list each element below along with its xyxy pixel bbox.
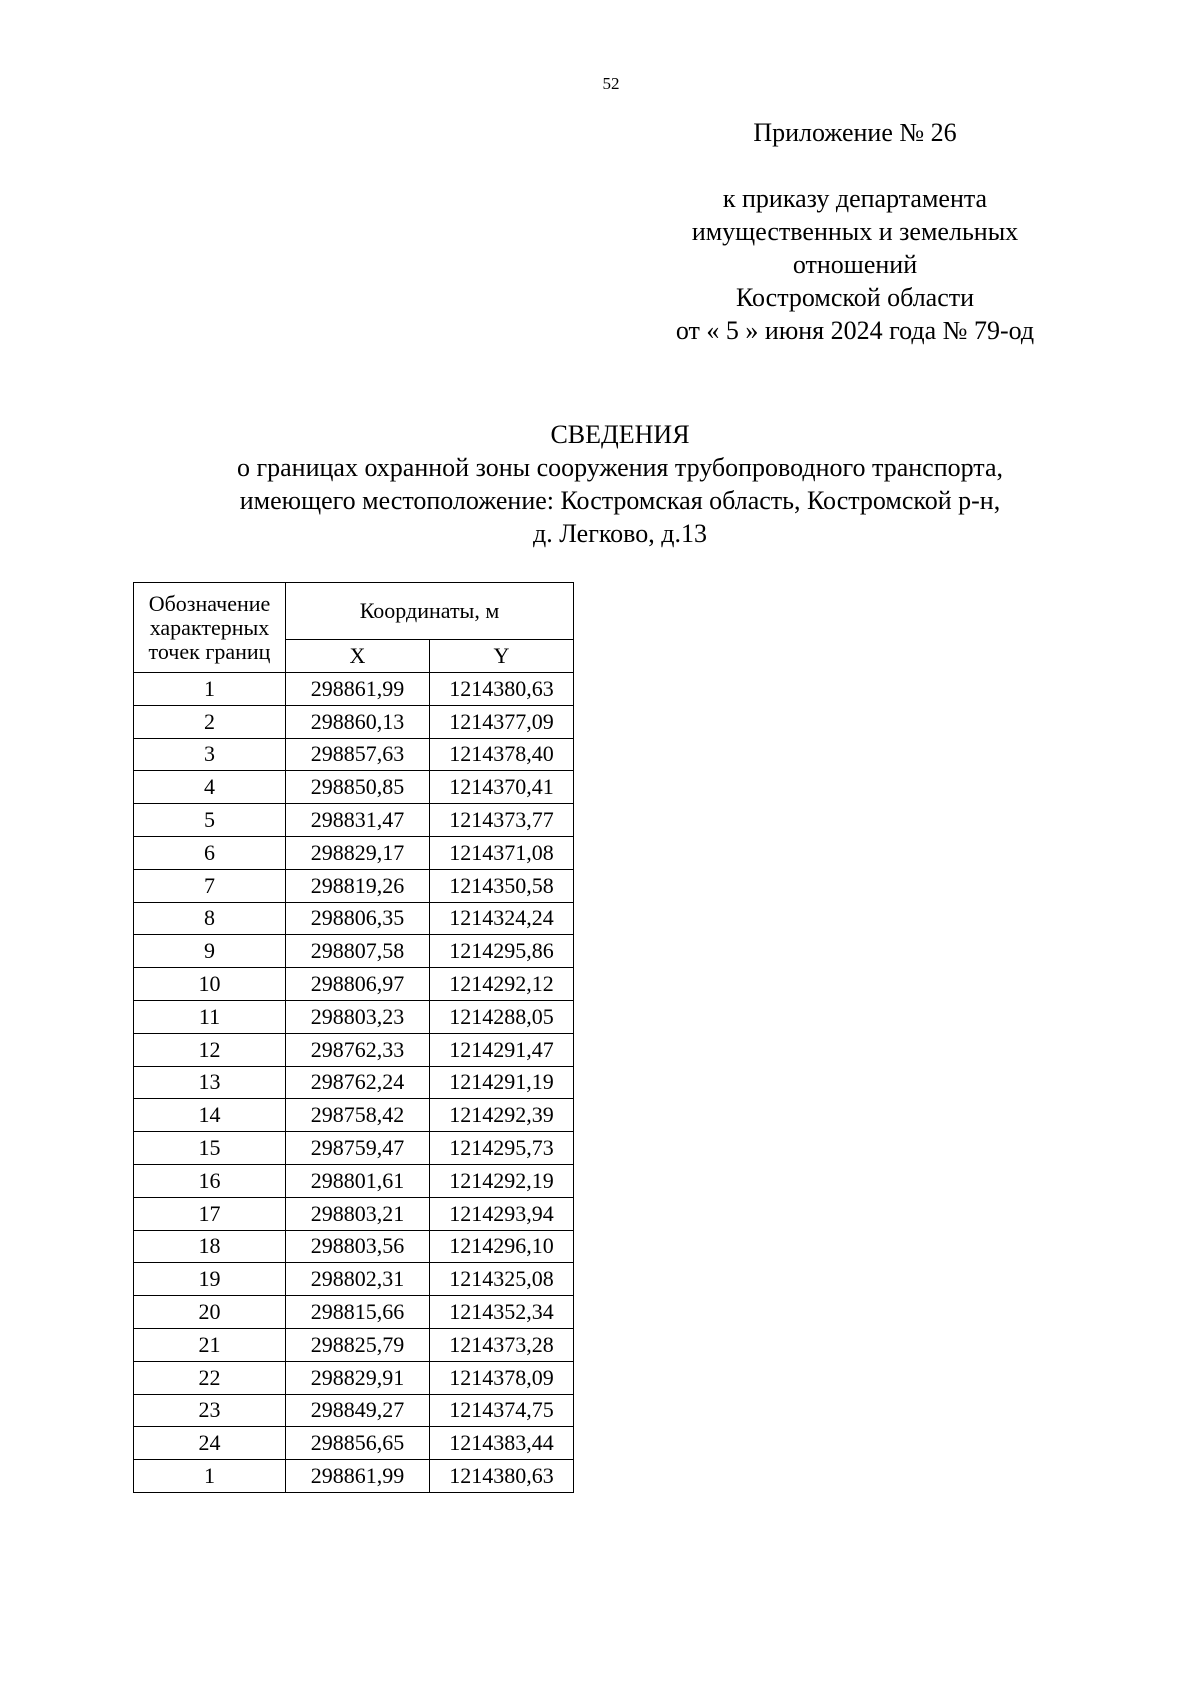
point-number-cell: 8 [134, 902, 286, 935]
table-row [134, 1132, 574, 1165]
table-row [134, 1066, 574, 1099]
table-row [134, 705, 574, 738]
header-y: Y [430, 639, 574, 672]
y-coordinate-cell: 1214377,09 [430, 705, 574, 738]
point-number-cell: 17 [134, 1197, 286, 1230]
table-row [134, 968, 574, 1001]
y-coordinate-cell: 1214293,94 [430, 1197, 574, 1230]
point-number-cell: 3 [134, 738, 286, 771]
table-row [134, 804, 574, 837]
y-coordinate-cell: 1214324,24 [430, 902, 574, 935]
x-coordinate-cell: 298803,23 [286, 1000, 430, 1033]
point-number-cell: 2 [134, 705, 286, 738]
point-number-cell: 19 [134, 1263, 286, 1296]
x-coordinate-cell: 298829,91 [286, 1361, 430, 1394]
point-number-cell: 24 [134, 1427, 286, 1460]
x-coordinate-cell: 298806,35 [286, 902, 430, 935]
table-row [134, 1361, 574, 1394]
point-number-cell: 14 [134, 1099, 286, 1132]
x-coordinate-cell: 298829,17 [286, 836, 430, 869]
header-point-designation [134, 583, 286, 673]
table-row [134, 836, 574, 869]
y-coordinate-cell: 1214295,73 [430, 1132, 574, 1165]
x-coordinate-cell: 298758,42 [286, 1099, 430, 1132]
y-coordinate-cell: 1214296,10 [430, 1230, 574, 1263]
x-coordinate-cell: 298819,26 [286, 869, 430, 902]
table-row [134, 738, 574, 771]
point-number-cell: 21 [134, 1328, 286, 1361]
x-coordinate-cell: 298807,58 [286, 935, 430, 968]
x-coordinate-cell: 298801,61 [286, 1164, 430, 1197]
table-row [134, 771, 574, 804]
header-coordinates: Координаты, м [286, 583, 574, 640]
table-row [134, 1033, 574, 1066]
x-coordinate-cell: 298825,79 [286, 1328, 430, 1361]
x-coordinate-cell: 298815,66 [286, 1296, 430, 1329]
y-coordinate-cell: 1214350,58 [430, 869, 574, 902]
table-row [134, 1099, 574, 1132]
header-point-line: точек границ [148, 638, 271, 664]
y-coordinate-cell: 1214378,09 [430, 1361, 574, 1394]
heading-line: д. Легково, д.13 [532, 519, 708, 548]
x-coordinate-cell: 298857,63 [286, 738, 430, 771]
point-number-cell: 6 [134, 836, 286, 869]
y-coordinate-cell: 1214295,86 [430, 935, 574, 968]
heading-title: СВЕДЕНИЯ [550, 420, 690, 449]
x-coordinate-cell: 298861,99 [286, 673, 430, 706]
point-number-cell: 1 [134, 673, 286, 706]
y-coordinate-cell: 1214288,05 [430, 1000, 574, 1033]
point-number-cell: 23 [134, 1394, 286, 1427]
y-coordinate-cell: 1214292,12 [430, 968, 574, 1001]
table-row [134, 1427, 574, 1460]
point-number-cell: 22 [134, 1361, 286, 1394]
x-coordinate-cell: 298806,97 [286, 968, 430, 1001]
table-row [134, 1328, 574, 1361]
y-coordinate-cell: 1214383,44 [430, 1427, 574, 1460]
point-number-cell: 9 [134, 935, 286, 968]
x-coordinate-cell: 298860,13 [286, 705, 430, 738]
point-number-cell: 13 [134, 1066, 286, 1099]
table-row [134, 1164, 574, 1197]
appendix-order-date: от « 5 » июня 2024 года № 79-од [675, 316, 1035, 345]
point-number-cell: 1 [134, 1460, 286, 1493]
table-row [134, 1394, 574, 1427]
header-point-line: характерных [149, 614, 270, 640]
heading-line: о границах охранной зоны сооружения трубопроводного транспорта, [236, 453, 1004, 482]
x-coordinate-cell: 298762,33 [286, 1033, 430, 1066]
point-number-cell: 11 [134, 1000, 286, 1033]
heading-line: имеющего местоположение: Костромская область, Костромской р-н, [239, 486, 1001, 515]
table-row [134, 1000, 574, 1033]
y-coordinate-cell: 1214380,63 [430, 1460, 574, 1493]
y-coordinate-cell: 1214292,19 [430, 1164, 574, 1197]
y-coordinate-cell: 1214373,77 [430, 804, 574, 837]
appendix-line: отношений [792, 250, 918, 279]
y-coordinate-cell: 1214374,75 [430, 1394, 574, 1427]
point-number-cell: 18 [134, 1230, 286, 1263]
appendix-line: Костромской области [735, 283, 975, 312]
y-coordinate-cell: 1214371,08 [430, 836, 574, 869]
point-number-cell: 20 [134, 1296, 286, 1329]
document-heading [140, 418, 1100, 550]
y-coordinate-cell: 1214373,28 [430, 1328, 574, 1361]
appendix-title: Приложение № 26 [753, 118, 957, 147]
table-row [134, 869, 574, 902]
y-coordinate-cell: 1214352,34 [430, 1296, 574, 1329]
y-coordinate-cell: 1214292,39 [430, 1099, 574, 1132]
x-coordinate-cell: 298831,47 [286, 804, 430, 837]
x-coordinate-cell: 298856,65 [286, 1427, 430, 1460]
point-number-cell: 15 [134, 1132, 286, 1165]
table-row [134, 935, 574, 968]
y-coordinate-cell: 1214325,08 [430, 1263, 574, 1296]
point-number-cell: 10 [134, 968, 286, 1001]
table-row [134, 1263, 574, 1296]
table-row [134, 902, 574, 935]
appendix-block [660, 116, 1050, 347]
x-coordinate-cell: 298762,24 [286, 1066, 430, 1099]
x-coordinate-cell: 298803,21 [286, 1197, 430, 1230]
point-number-cell: 16 [134, 1164, 286, 1197]
header-point-line: Обозначение [148, 590, 271, 616]
table-row [134, 673, 574, 706]
y-coordinate-cell: 1214291,47 [430, 1033, 574, 1066]
x-coordinate-cell: 298759,47 [286, 1132, 430, 1165]
y-coordinate-cell: 1214380,63 [430, 673, 574, 706]
point-number-cell: 7 [134, 869, 286, 902]
coordinates-table [133, 582, 574, 1493]
x-coordinate-cell: 298861,99 [286, 1460, 430, 1493]
table-row [134, 1197, 574, 1230]
point-number-cell: 12 [134, 1033, 286, 1066]
y-coordinate-cell: 1214370,41 [430, 771, 574, 804]
x-coordinate-cell: 298850,85 [286, 771, 430, 804]
table-row [134, 1460, 574, 1493]
table-row [134, 1230, 574, 1263]
appendix-line: имущественных и земельных [691, 217, 1019, 246]
header-x: X [286, 639, 430, 672]
x-coordinate-cell: 298802,31 [286, 1263, 430, 1296]
appendix-line: к приказу департамента [722, 184, 988, 213]
x-coordinate-cell: 298803,56 [286, 1230, 430, 1263]
point-number-cell: 4 [134, 771, 286, 804]
table-row [134, 1296, 574, 1329]
table-body [134, 673, 574, 1493]
page-number: 52 [602, 74, 620, 93]
y-coordinate-cell: 1214291,19 [430, 1066, 574, 1099]
point-number-cell: 5 [134, 804, 286, 837]
x-coordinate-cell: 298849,27 [286, 1394, 430, 1427]
y-coordinate-cell: 1214378,40 [430, 738, 574, 771]
